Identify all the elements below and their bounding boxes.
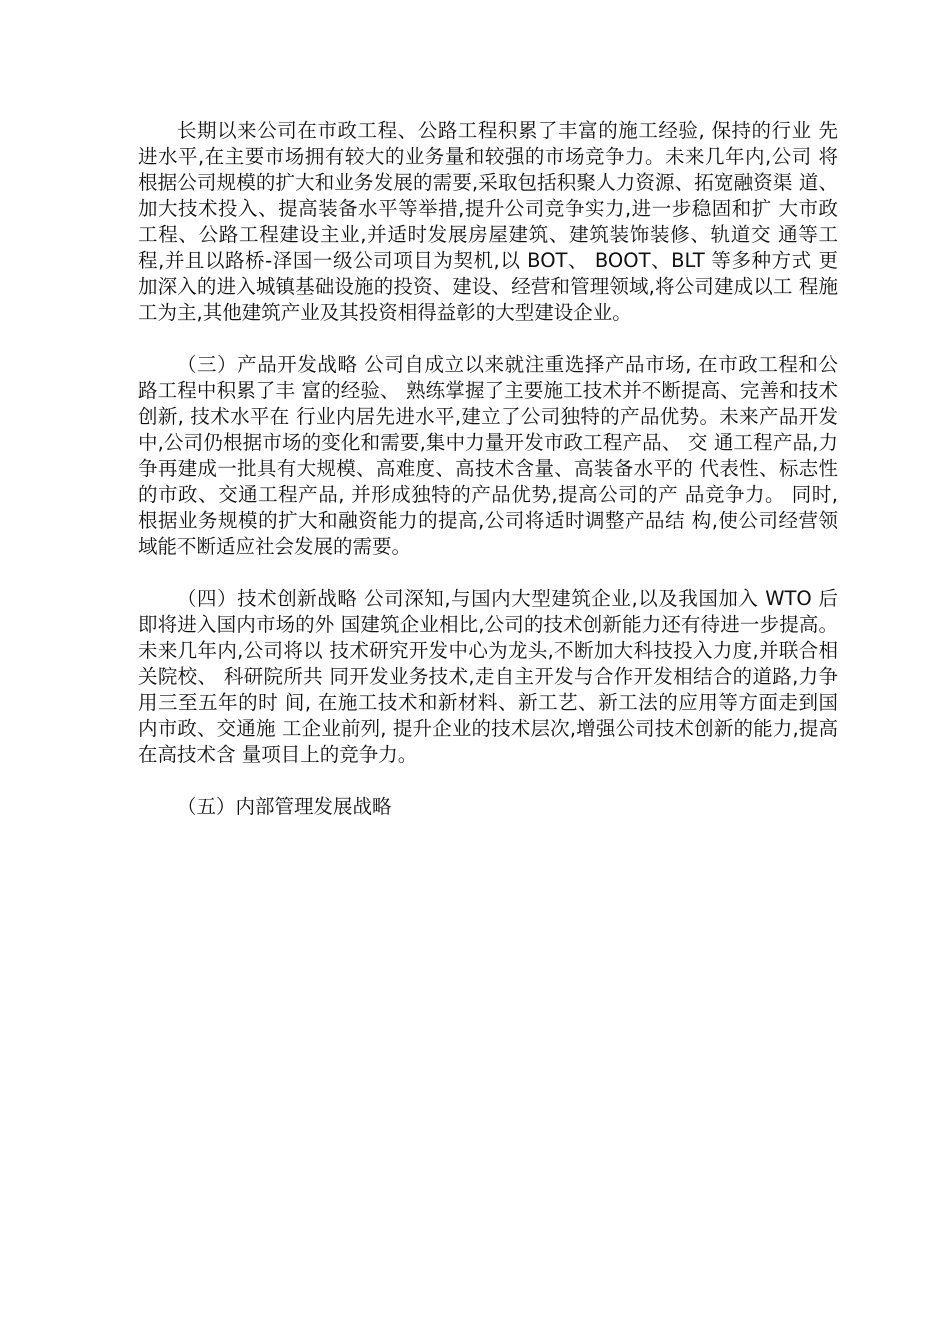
paragraph-technology-innovation-strategy: （四）技术创新战略 公司深知,与国内大型建筑企业,以及我国加入 WTO 后即将进入国内市场的外 国建筑企业相比,公司的技术创新能力还有待进一步提高。 未来几年内,公司将以 技术研究开发中心为龙头,不断加大科技投入力度,并联合相关院校、 科研院所共 同开发业务技术,走自主开发与合作开发相结合的道路,力争用三至五年的时 间, 在施工技术和新材料、新工艺、新工法的应用等方面走到国内市政、交通施 工企业前列, 提升企业的技术层次,增强公司技术创新的能力,提高在高技术含 量项目上的竞争力。 xyxy=(138,587,838,766)
section-heading-internal-management: （五）内部管理发展战略 xyxy=(177,795,392,818)
paragraph-product-development-strategy: （三）产品开发战略 公司自成立以来就注重选择产品市场, 在市政工程和公路工程中积累了丰 富的经验、 熟练掌握了主要施工技术并不断提高、完善和技术创新, 技术水平在 行业内居先进水平,建立了公司独特的产品优势。未来产品开发中,公司仍根据市场的变化和需要,集中力量开发市政工程产品、 交 通工程产品,力争再建成一批具有大规模、高难度、高技术含量、高装备水平的 代表性、标志性的市政、交通工程产品, 并形成独特的产品优势,提高公司的产 品竞争力。 同时,根据业务规模的扩大和融资能力的提高,公司将适时调整产品结 构,使公司经营领域能不断适应社会发展的需要。 xyxy=(138,353,838,558)
document-body xyxy=(138,118,838,820)
paragraph-company-experience: 长期以来公司在市政工程、公路工程积累了丰富的施工经验, 保持的行业 先进水平,在主要市场拥有较大的业务量和较强的市场竞争力。未来几年内,公司 将根据公司规模的扩大和业务发展的需要,采取包括积聚人力资源、拓宽融资渠 道、 加大技术投入、提高装备水平等举措,提升公司竞争实力,进一步稳固和扩 大市政工程、公路工程建设主业,并适时发展房屋建筑、建筑装饰装修、轨道交 通等工程,并且以路桥-泽国一级公司项目为契机,以 BOT、 BOOT、BLT 等多种方式 更加深入的进入城镇基础设施的投资、建设、经营和管理领域,将公司建成以工 程施工为主,其他建筑产业及其投资相得益彰的大型建设企业。 xyxy=(138,119,838,324)
